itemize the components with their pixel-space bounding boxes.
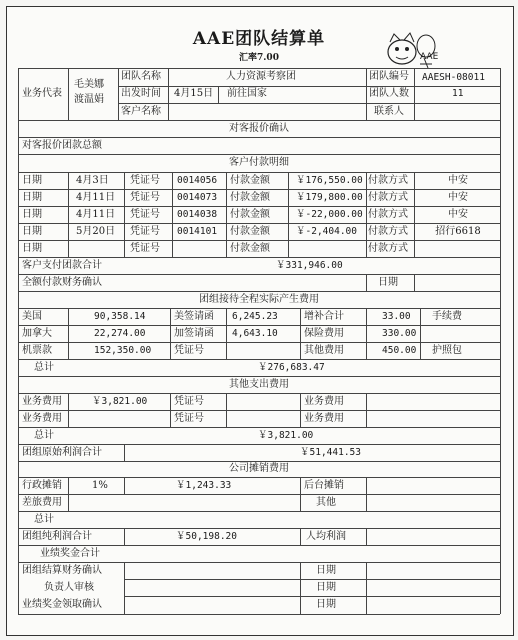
grid-hline xyxy=(18,120,500,121)
grid-hline xyxy=(18,410,500,411)
other-title: 其他支出费用 xyxy=(229,379,289,390)
grid-vline xyxy=(124,477,125,494)
pay-method-label: 付款方式 xyxy=(368,192,408,203)
bonus-date-label: 日期 xyxy=(316,582,336,593)
depart-date: 4月15日 xyxy=(174,88,214,99)
grid-vline xyxy=(68,393,69,427)
cost-label: 机票款 xyxy=(22,345,52,356)
grid-hline xyxy=(18,393,500,394)
cost-label: 护照包 xyxy=(432,345,462,356)
grid-hline xyxy=(18,359,500,360)
share-total-label: 总计 xyxy=(34,514,54,525)
grid-vline xyxy=(172,172,173,257)
grid-hline xyxy=(18,461,500,462)
grid-hline xyxy=(18,528,500,529)
pay-date-label: 日期 xyxy=(22,243,42,254)
payment-title: 客户付款明细 xyxy=(229,157,289,168)
grid-vline xyxy=(68,308,69,359)
grid-hline xyxy=(18,206,500,207)
pay-date: 4月11日 xyxy=(76,192,116,203)
other-label: 业务费用 xyxy=(22,413,62,424)
group-no-label: 团队编号 xyxy=(369,71,409,82)
pay-voucher: 0014056 xyxy=(177,175,218,186)
quote-title: 对客报价确认 xyxy=(229,123,289,134)
pay-date-label: 日期 xyxy=(22,192,42,203)
grid-vline xyxy=(124,444,125,461)
grid-vline xyxy=(68,172,69,257)
grid-vline xyxy=(124,172,125,257)
bonus-date-label: 日期 xyxy=(316,565,336,576)
grid-hline xyxy=(18,614,500,615)
pay-amount: ￥179,800.00 xyxy=(296,192,363,203)
other-total: ￥3,821.00 xyxy=(258,430,314,441)
cost-label: 其他费用 xyxy=(304,345,344,356)
cost-label: 美国 xyxy=(22,311,42,322)
grid-hline xyxy=(18,274,500,275)
grid-hline xyxy=(124,579,500,580)
pay-voucher-label: 凭证号 xyxy=(130,243,160,254)
pay-date: 4月11日 xyxy=(76,209,116,220)
pay-voucher: 0014101 xyxy=(177,226,218,237)
cost-value: 90,358.14 xyxy=(94,311,146,322)
grid-hline xyxy=(18,511,500,512)
cost-value: 33.00 xyxy=(382,311,411,322)
pay-amount-label: 付款金额 xyxy=(230,175,270,186)
grid-hline xyxy=(118,103,500,104)
pay-amount-label: 付款金额 xyxy=(230,209,270,220)
grid-hline xyxy=(18,342,500,343)
pay-date-label: 日期 xyxy=(22,175,42,186)
pay-method-label: 付款方式 xyxy=(368,175,408,186)
pay-method-label: 付款方式 xyxy=(368,209,408,220)
grid-vline xyxy=(68,477,69,511)
pay-voucher-label: 凭证号 xyxy=(130,175,160,186)
grid-vline xyxy=(218,86,219,103)
other-value: ￥3,821.00 xyxy=(92,396,148,407)
people-label: 团队人数 xyxy=(369,88,409,99)
pay-voucher: 0014038 xyxy=(177,209,218,220)
grid-hline xyxy=(18,494,500,495)
group-name-value: 人力资源考察团 xyxy=(226,71,296,82)
pay-voucher-label: 凭证号 xyxy=(130,226,160,237)
depart-label: 出发时间 xyxy=(121,88,161,99)
pay-confirm-label: 全额付款财务确认 xyxy=(22,277,102,288)
grid-hline xyxy=(18,223,500,224)
pay-amount-label: 付款金额 xyxy=(230,226,270,237)
pay-date-label: 日期 xyxy=(22,226,42,237)
grid-vline xyxy=(300,477,301,511)
grid-hline xyxy=(18,189,500,190)
cost-value: 6,245.23 xyxy=(232,311,278,322)
bonus-row-label: 业绩奖金领取确认 xyxy=(22,599,102,610)
pay-method: 中安 xyxy=(448,192,468,203)
grid-hline xyxy=(18,291,500,292)
cost-label: 增补合计 xyxy=(304,311,344,322)
cost-title: 团组接待全程实际产生费用 xyxy=(199,294,319,305)
pay-amount-label: 付款金额 xyxy=(230,243,270,254)
admin-label: 行政摊销 xyxy=(22,480,62,491)
pay-date: 4月3日 xyxy=(76,175,109,186)
net-label: 团组纯利润合计 xyxy=(22,531,92,542)
grid-vline xyxy=(366,393,367,427)
rep-label: 业务代表 xyxy=(22,88,62,99)
bonus-row-label: 团组结算财务确认 xyxy=(22,565,102,576)
exchange-rate: 汇率7.00 xyxy=(239,53,279,63)
other-total-label: 总计 xyxy=(34,430,54,441)
pay-total: ￥331,946.00 xyxy=(276,260,343,271)
cost-value: 152,350.00 xyxy=(94,345,152,356)
group-no-value: AAESH-08011 xyxy=(422,72,485,83)
share-other-label: 其他 xyxy=(316,497,336,508)
pay-date: 5月20日 xyxy=(76,226,116,237)
grid-vline xyxy=(168,68,169,120)
grid-vline xyxy=(170,308,171,359)
grid-vline xyxy=(366,528,367,545)
grid-vline xyxy=(118,68,119,120)
grid-vline xyxy=(18,68,19,614)
grid-vline xyxy=(366,172,367,257)
cost-label: 美签请函 xyxy=(174,311,214,322)
grid-hline xyxy=(18,562,500,563)
grid-hline xyxy=(18,444,500,445)
other-voucher-label: 凭证号 xyxy=(174,413,204,424)
grid-hline xyxy=(18,240,500,241)
admin-pct: 1% xyxy=(92,480,108,491)
pay-method-label: 付款方式 xyxy=(368,226,408,237)
grid-hline xyxy=(18,325,500,326)
grid-vline xyxy=(366,477,367,511)
grid-vline xyxy=(226,308,227,359)
grid-hline xyxy=(118,86,500,87)
grid-hline xyxy=(124,596,500,597)
cost-label: 加拿大 xyxy=(22,328,52,339)
grid-vline xyxy=(420,308,421,359)
cost-label: 手续费 xyxy=(432,311,462,322)
client-label: 客户名称 xyxy=(121,106,161,117)
grid-hline xyxy=(18,172,500,173)
grid-vline xyxy=(366,68,367,120)
grid-vline xyxy=(170,393,171,427)
pay-total-label: 客户支付团款合计 xyxy=(22,260,102,271)
pay-voucher: 0014073 xyxy=(177,192,218,203)
grid-vline xyxy=(414,172,415,257)
grid-vline xyxy=(366,308,367,359)
profit-label: 团组原始利润合计 xyxy=(22,447,102,458)
grid-vline xyxy=(300,562,301,614)
grid-hline xyxy=(18,154,500,155)
grid-vline xyxy=(226,393,227,427)
cost-value: 330.00 xyxy=(382,328,417,339)
bonus-title: 业绩奖金合计 xyxy=(40,548,100,559)
grid-hline xyxy=(18,376,500,377)
other-label: 业务费用 xyxy=(22,396,62,407)
bonus-date-label: 日期 xyxy=(316,599,336,610)
pay-amount: ￥-2,404.00 xyxy=(296,226,357,237)
net-value: ￥50,198.20 xyxy=(176,531,237,542)
pay-voucher-label: 凭证号 xyxy=(130,209,160,220)
per-label: 人均利润 xyxy=(306,531,346,542)
group-name-label: 团队名称 xyxy=(121,71,161,82)
quote-total-label: 对客报价团款总额 xyxy=(22,140,102,151)
grid-vline xyxy=(300,528,301,545)
grid-hline xyxy=(18,308,500,309)
logo-text: AAE xyxy=(420,52,439,62)
backend-label: 后台摊销 xyxy=(304,480,344,491)
pay-amount: ￥-22,000.00 xyxy=(296,209,363,220)
grid-vline xyxy=(300,393,301,427)
mascot-logo-icon xyxy=(380,28,440,70)
profit-value: ￥51,441.53 xyxy=(300,447,361,458)
grid-hline xyxy=(18,257,500,258)
cost-label: 凭证号 xyxy=(174,345,204,356)
cost-total: ￥276,683.47 xyxy=(258,362,325,373)
grid-vline xyxy=(124,562,125,614)
grid-vline xyxy=(300,308,301,359)
travel-label: 差旅费用 xyxy=(22,497,62,508)
grid-vline xyxy=(226,172,227,257)
grid-vline xyxy=(366,562,367,614)
cost-label: 加签请函 xyxy=(174,328,214,339)
grid-vline xyxy=(366,274,367,291)
grid-vline xyxy=(68,68,69,120)
pay-amount: ￥176,550.00 xyxy=(296,175,363,186)
cost-total-label: 总计 xyxy=(34,362,54,373)
grid-vline xyxy=(288,172,289,257)
document-title: AAE团队结算单 xyxy=(192,29,326,49)
grid-vline xyxy=(414,68,415,120)
grid-hline xyxy=(18,68,500,69)
other-label-2: 业务费用 xyxy=(304,413,344,424)
pay-method: 招行6618 xyxy=(435,226,481,237)
rep-name: 渡温娟 xyxy=(74,94,104,105)
grid-hline xyxy=(18,545,500,546)
cost-label: 保险费用 xyxy=(304,328,344,339)
pay-voucher-label: 凭证号 xyxy=(130,192,160,203)
pay-confirm-date-label: 日期 xyxy=(378,277,398,288)
other-voucher-label: 凭证号 xyxy=(174,396,204,407)
destination: 前往国家 xyxy=(227,88,267,99)
grid-hline xyxy=(18,477,500,478)
admin-value: ￥1,243.33 xyxy=(176,480,232,491)
cost-value: 22,274.00 xyxy=(94,328,146,339)
grid-vline xyxy=(124,528,125,545)
pay-date-label: 日期 xyxy=(22,209,42,220)
pay-method-label: 付款方式 xyxy=(368,243,408,254)
cost-value: 450.00 xyxy=(382,345,417,356)
rep-name: 毛美娜 xyxy=(74,79,104,90)
bonus-row-label: 负责人审核 xyxy=(44,582,94,593)
pay-method: 中安 xyxy=(448,175,468,186)
grid-hline xyxy=(18,137,500,138)
grid-vline xyxy=(414,274,415,291)
other-label-2: 业务费用 xyxy=(304,396,344,407)
pay-amount-label: 付款金额 xyxy=(230,192,270,203)
share-title: 公司摊销费用 xyxy=(229,463,289,474)
people-value: 11 xyxy=(452,88,464,99)
cost-value: 4,643.10 xyxy=(232,328,278,339)
grid-vline xyxy=(500,68,501,614)
contact-label: 联系人 xyxy=(374,106,404,117)
pay-method: 中安 xyxy=(448,209,468,220)
grid-hline xyxy=(18,427,500,428)
